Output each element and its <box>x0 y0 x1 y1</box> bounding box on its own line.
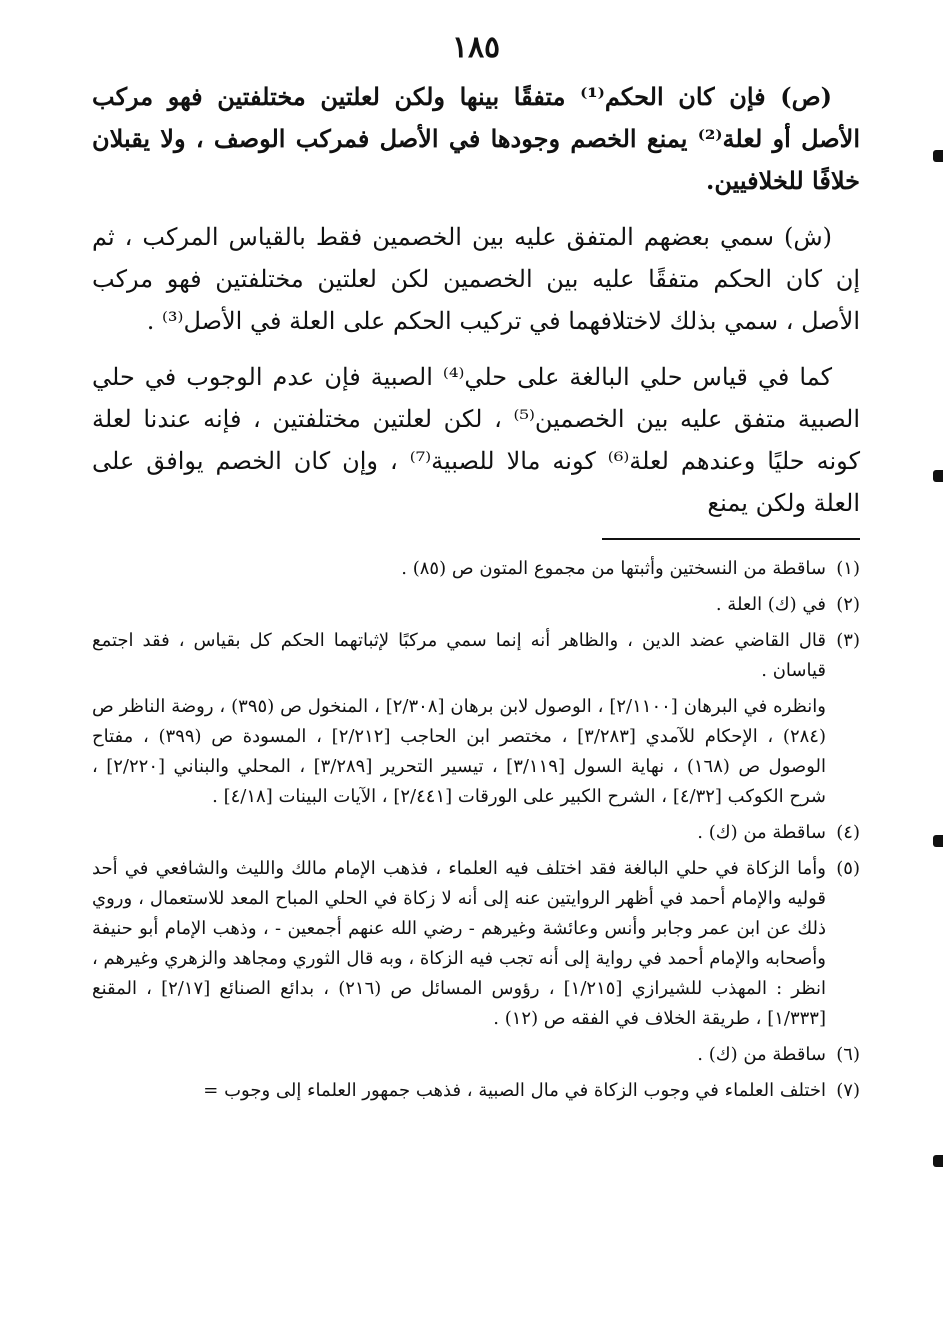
sharh-paragraph: كما في قياس حلي البالغة على حلي⁽⁴⁾ الصبية فإن عدم الوجوب في حلي الصبية متفق عليه بين الخصمين⁽⁵⁾ ، لكن لعلتين مختلفتين ، فإنه عندنا لعلة كونه حليًا وعندهم لعلة⁽⁶⁾ كونه مالا للصبية⁽⁷⁾ ، وإن كان الخصم يوافق على العلة ولكن يمنع <box>92 363 861 517</box>
document-page <box>92 28 860 1112</box>
footnote-number: (٧) <box>836 1080 860 1101</box>
footnote-text: اختلف العلماء في وجوب الزكاة في مال الصبية ، فذهب جمهور العلماء إلى وجوب = <box>203 1080 826 1101</box>
sharh-paragraph: (ش) سمي بعضهم المتفق عليه بين الخصمين فقط بالقياس المركب ، ثم إن كان الحكم متفقًا عليه بين الخصمين لكن لعلتين مختلفتين فهو مركب الأصل ، سمي بذلك لاختلافهما في تركيب الحكم على العلة في الأصل⁽³⁾ . <box>92 223 860 335</box>
footnote-text: ساقطة من النسختين وأثبتها من مجموع المتون ص (٨٥) . <box>401 558 826 579</box>
footnote <box>92 854 860 1034</box>
page-edge-mark <box>933 150 943 162</box>
footnote-number: (٦) <box>836 1044 860 1065</box>
footnote <box>92 626 860 686</box>
footnote <box>92 554 860 584</box>
footnotes <box>92 554 860 1106</box>
footnote-text: قال القاضي عضد الدين ، والظاهر أنه إنما سمي مركبًا لإثباتهما الحكم كل بقياس ، فقد اجتمع قياسان . <box>92 630 826 681</box>
footnote <box>92 818 860 848</box>
page-edge-mark <box>933 470 943 482</box>
footnote-separator <box>602 538 860 540</box>
page-edge-mark <box>933 1155 943 1167</box>
footnote-number: (٢) <box>836 594 860 615</box>
matn-paragraph: (ص) فإن كان الحكم⁽¹⁾ متفقًا بينها ولكن لعلتين مختلفتين فهو مركب الأصل أو لعلة⁽²⁾ يمنع الخصم وجودها في الأصل فمركب الوصف ، ولا يقبلان خلافًا للخلافيين. <box>92 82 860 195</box>
footnote-text: ساقطة من (ك) . <box>697 1044 826 1065</box>
footnote <box>92 1076 860 1106</box>
footnote-text: وانظره في البرهان [٢/١١٠٠] ، الوصول لابن برهان [٢/٣٠٨] ، المنخول ص (٣٩٥) ، روضة الناظر ص (٢٨٤) ، الإحكام للآمدي [٣/٢٨٣] ، مختصر ابن الحاجب [٢/٢١٢] ، المسودة ص (٣٩٩) ، مفتاح الوصول ص (١٦٨) ، نهاية السول [٣/١١٩] ، تيسير التحرير [٣/٢٨٩] ، المحلي والبناني [٢/٢٢٠] ، شرح الكوكب [٤/٣٢] ، الشرح الكبير على الورقات [٢/٤٤١] ، الآيات البينات [٤/١٨] . <box>92 696 826 807</box>
footnote <box>92 590 860 620</box>
footnote <box>92 1040 860 1070</box>
footnote-continuation <box>92 692 860 812</box>
footnote-number: (٥) <box>836 858 860 879</box>
footnote-number: (٤) <box>836 822 860 843</box>
footnote-text: في (ك) العلة . <box>715 594 826 615</box>
footnote-number: (٣) <box>836 630 860 651</box>
page-edge-mark <box>933 835 943 847</box>
footnote-number: (١) <box>836 558 860 579</box>
page-number: ١٨٥ <box>451 30 501 65</box>
footnote-text: ساقطة من (ك) . <box>697 822 826 843</box>
footnote-text: وأما الزكاة في حلي البالغة فقد اختلف فيه العلماء ، فذهب الإمام مالك والليث والشافعي في أحد قوليه والإمام أحمد في أظهر الروايتين عنه إلى أنه لا زكاة في الحلي المباح المعد للاستعمال ، وروي ذلك عن ابن عمر وجابر وأنس وعائشة وغيرهم - رضي الله عنهم أجمعين - ، وذهب الإمام أبو حنيفة وأصحابه والإمام أحمد في رواية إلى أنه تجب فيه الزكاة ، وبه قال الثوري ومجاهد والزهري وغيرهم ، انظر : المهذب للشيرازي [١/٢١٥] ، رؤوس المسائل ص (٢١٦) ، بدائع الصنائع [٢/١٧] ، المقنع [١/٣٣٣] ، طريقة الخلاف في الفقه ص (١٢) . <box>92 858 826 1029</box>
